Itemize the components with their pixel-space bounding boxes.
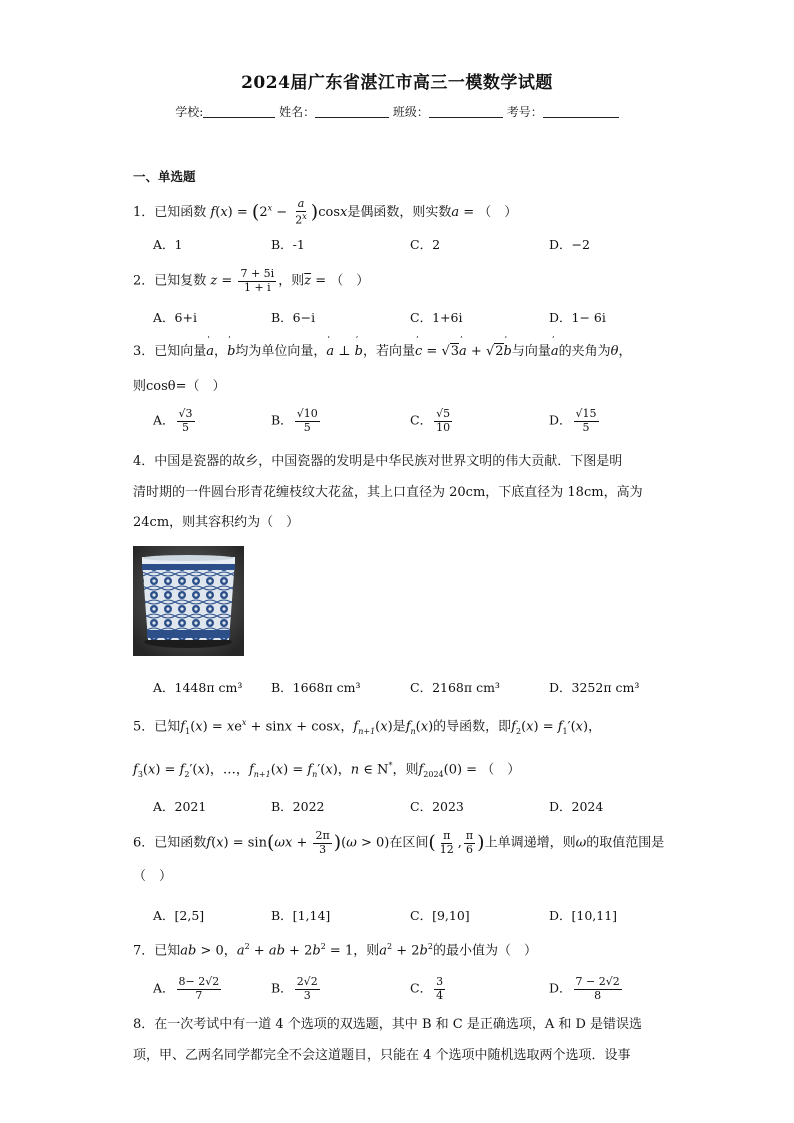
option-d[interactable]: D．1− 6i [549, 310, 606, 325]
option-c[interactable]: C． $\frac{3}{4}$ [410, 975, 444, 1002]
option-b[interactable]: B．1668π cm³ [271, 680, 361, 695]
name-blank[interactable] [315, 105, 389, 118]
class-blank[interactable] [429, 105, 503, 118]
option-b[interactable]: B．[1,14] [271, 908, 331, 923]
option-c[interactable]: C．2168π cm³ [410, 680, 500, 695]
question-2: 2．已知复数 z = $\frac{7 + 5i}{1 + i}$ ，则$\overline{z}$ = （ ） [133, 267, 370, 294]
option-c[interactable]: C．2023 [410, 799, 464, 814]
page-title: 2024届广东省湛江市高三一模数学试题 [241, 73, 553, 93]
question-6-line1: 6．已知函数f(x) = sin(ωx + $\frac{2\pi}{3}$ )(ω > 0)在区间( $\frac{\pi}{12}$ , $\frac{\pi}{6}$ )上单调递增，则ω的取值范围是 [133, 829, 665, 856]
school-blank[interactable] [203, 105, 275, 118]
question-7: 7．已知ab > 0，$a^2$ + ab + $2b^2 = 1$，则$a^2 + 2b^2$的最小值为（ ） [133, 942, 537, 959]
option-c[interactable]: C．[9,10] [410, 908, 470, 923]
question-4-line1: 4．中国是瓷器的故乡，中国瓷器的发明是中华民族对世界文明的伟大贡献．下图是明 [133, 454, 623, 469]
option-d[interactable]: D．−2 [549, 237, 590, 252]
option-a[interactable]: A．[2,5] [153, 908, 205, 923]
question-3-line2: 则cosθ=（ ） [133, 379, 226, 394]
school-label: 学校: [175, 105, 204, 119]
vase-image [133, 546, 244, 656]
question-1: 1．已知函数 $f(x) = (2^x$ − $\frac{a}{2^x}$ )cosx是偶函数，则实数a = （ ） [133, 197, 518, 227]
option-a[interactable]: A．6+i [153, 310, 197, 325]
option-a[interactable]: A． $\frac{8- 2√2}{7}$ [153, 975, 220, 1002]
option-d[interactable]: D． $\frac{7 - 2√2}{8}$ [549, 975, 620, 1002]
option-b[interactable]: B．2022 [271, 799, 325, 814]
option-c[interactable]: C．1+6i [410, 310, 463, 325]
question-4-line3: 24cm，则其容积约为（ ） [133, 515, 300, 530]
option-c[interactable]: C． $\frac{√5}{10}$ [410, 407, 451, 434]
section-title: 一、单选题 [133, 169, 196, 184]
option-a[interactable]: A．1448π cm³ [153, 680, 243, 695]
option-d[interactable]: D． $\frac{√15}{5}$ [549, 407, 597, 434]
formula: f [210, 204, 216, 220]
option-b[interactable]: B．-1 [271, 237, 305, 252]
option-a[interactable]: A．2021 [153, 799, 207, 814]
question-8-line1: 8．在一次考试中有一道 4 个选项的双选题，其中 B 和 C 是正确选项，A 和 D 是错误选 [133, 1017, 643, 1032]
id-blank[interactable] [543, 105, 619, 118]
option-b[interactable]: B．6−i [271, 310, 316, 325]
class-label: 班级： [392, 105, 429, 119]
question-5-line2: $f_3(x) = f_2'(x)$，…，$f_{n+1}(x) = f_n'(x)$，n ∈ N*，则$f_{2024}(0)$ = （ ） [133, 761, 521, 779]
question-5-line1: 5．已知$f_1(x) = xe^x + \sin x + \cos x$，$f_{n+1}(x)$是$f_n(x)$的导函数，即$f_2(x) = f_1'(x)$， [133, 718, 602, 736]
question-6-line2: （ ） [133, 869, 173, 884]
name-label: 姓名： [279, 105, 316, 119]
question-4-line2: 清时期的一件圆台形青花缠枝纹大花盆，其上口直径为 20cm，下底直径为 18cm，高为 [133, 485, 643, 500]
question-3: 3．已知向量’ a，’ b均为单位向量，’ a ⊥ ’ b，若向量’ c = √3’ a + √2’ b与向量’ a的夹角为θ， [133, 345, 632, 358]
option-d[interactable]: D．[10,11] [549, 908, 618, 923]
option-d[interactable]: D．2024 [549, 799, 604, 814]
option-c[interactable]: C．2 [410, 237, 441, 252]
option-b[interactable]: B． $\frac{2√2}{3}$ [271, 975, 318, 1002]
question-8-line2: 项，甲、乙两名同学都完全不会这道题目，只能在 4 个选项中随机选取两个选项．设事 [133, 1048, 631, 1063]
option-a[interactable]: A．1 [153, 237, 183, 252]
option-d[interactable]: D．3252π cm³ [549, 680, 640, 695]
id-label: 考号： [506, 105, 543, 119]
option-a[interactable]: A． $\frac{√3}{5}$ [153, 407, 193, 434]
student-info-line [0, 103, 794, 120]
option-b[interactable]: B． $\frac{√10}{5}$ [271, 407, 318, 434]
